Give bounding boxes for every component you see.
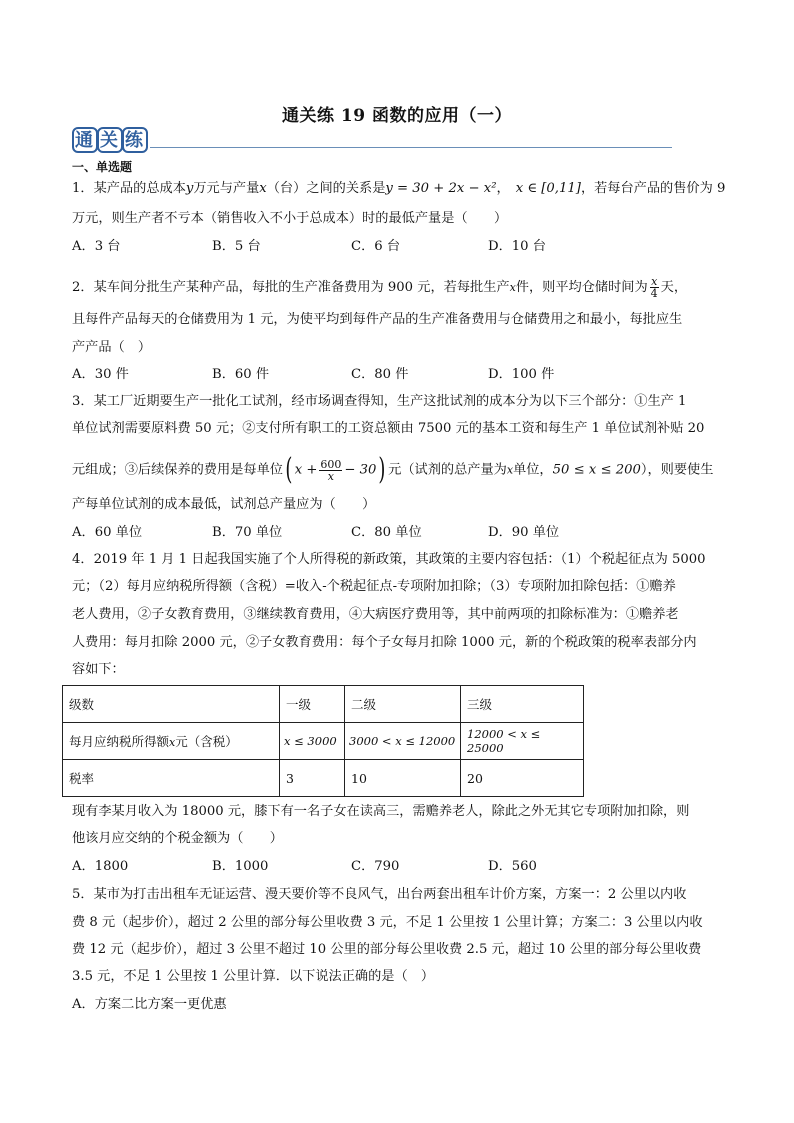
q4-line4: 人费用：每月扣除 2000 元，②子女教育费用：每个子女每月扣除 1000 元，新的个税政策的税率表部分内 xyxy=(72,635,697,650)
table-cell: 三级 xyxy=(461,686,584,723)
q4-option-b[interactable]: B．1000 xyxy=(212,859,269,874)
table-row xyxy=(63,723,584,760)
table-cell: 20 xyxy=(461,760,584,797)
page-title: 通关练 19 函数的应用（一） xyxy=(282,106,512,126)
table-cell: 每月应纳税所得额x元（含税） xyxy=(63,723,280,760)
logo-text: 通关练 xyxy=(75,130,150,151)
q1-option-a[interactable]: A．3 台 xyxy=(72,239,121,254)
table-cell: 3 xyxy=(280,760,345,797)
q3-line3: 元组成；③后续保养的费用是每单位( x + $\frac{600}{x}$ − 30) 元（试剂的总产量为x单位，50 ≤ x ≤ 200），则要使生 xyxy=(72,452,714,487)
table-cell: 10 xyxy=(345,760,461,797)
q5-line2: 费 8 元（起步价），超过 2 公里的部分每公里收费 3 元，不足 1 公里按 1 公里计算；方案二：3 公里以内收 xyxy=(72,915,703,930)
table-cell: 税率 xyxy=(63,760,280,797)
table-cell: 3000 < x ≤ 12000 xyxy=(345,723,461,760)
q2-fraction: $\frac{x}{4}$ xyxy=(650,275,658,300)
q2-option-c[interactable]: C．80 件 xyxy=(351,367,409,382)
table-row xyxy=(63,686,584,723)
q3-line4: 产每单位试剂的成本最低，试剂总产量应为（ ） xyxy=(72,497,376,512)
q5-line3: 费 12 元（起步价），超过 3 公里不超过 10 公里的部分每公里收费 2.5 元，超过 10 公里的部分每公里收费 xyxy=(72,942,702,957)
q1-line2: 万元，则生产者不亏本（销售收入不小于总成本）时的最低产量是（ ） xyxy=(72,211,508,226)
q4-line3: 老人费用，②子女教育费用，③继续教育费用，④大病医疗费用等，其中前两项的扣除标准为：①赡养老 xyxy=(72,607,679,622)
table-cell: 一级 xyxy=(280,686,345,723)
section-heading: 一、单选题 xyxy=(72,160,133,174)
q2-line3: 产产品（ ） xyxy=(72,340,152,355)
q4-after-line2: 他该月应交纳的个税金额为（ ） xyxy=(72,831,283,846)
q3-option-d[interactable]: D．90 单位 xyxy=(488,525,560,540)
q4-option-d[interactable]: D．560 xyxy=(488,859,537,874)
q4-option-c[interactable]: C．790 xyxy=(351,859,400,874)
q4-line1: 4．2019 年 1 月 1 日起我国实施了个人所得税的新政策，其政策的主要内容包括：（1）个税起征点为 5000 xyxy=(72,552,706,567)
q2-option-a[interactable]: A．30 件 xyxy=(72,367,129,382)
q3-option-a[interactable]: A．60 单位 xyxy=(72,525,143,540)
q3-option-b[interactable]: B．70 单位 xyxy=(212,525,283,540)
q3-option-c[interactable]: C．80 单位 xyxy=(351,525,422,540)
q2-line2: 且每件产品每天的仓储费用为 1 元，为使平均到每件产品的生产准备费用与仓储费用之和最小，每批应生 xyxy=(72,312,683,327)
q1-formula: y = 30 + 2x − x² xyxy=(385,181,497,196)
q2-option-d[interactable]: D．100 件 xyxy=(488,367,555,382)
q2-option-b[interactable]: B．60 件 xyxy=(212,367,270,382)
tax-rate-table xyxy=(62,685,584,797)
q4-option-a[interactable]: A．1800 xyxy=(72,859,129,874)
q2-line1: 2．某车间分批生产某种产品，每批的生产准备费用为 900 元，若每批生产x件，则平均仓储时间为 $\frac{x}{4}$ 天， xyxy=(72,275,688,300)
q1-option-d[interactable]: D．10 台 xyxy=(488,239,546,254)
q1-option-c[interactable]: C．6 台 xyxy=(351,239,401,254)
table-row xyxy=(63,760,584,797)
q1-option-b[interactable]: B．5 台 xyxy=(212,239,261,254)
header-rule xyxy=(150,147,672,148)
q5-line1: 5．某市为打击出租车无证运营、漫天要价等不良风气，出台两套出租车计价方案，方案一：2 公里以内收 xyxy=(72,887,687,902)
q4-line2: 元；（2）每月应纳税所得额（含税）=收入-个税起征点-专项附加扣除；（3）专项附加扣除包括：①赡养 xyxy=(72,579,676,594)
q3-fraction: $\frac{600}{x}$ xyxy=(320,457,342,483)
table-cell: 级数 xyxy=(63,686,280,723)
q1-domain: x ∈ [0,11] xyxy=(515,181,581,196)
table-cell: 二级 xyxy=(345,686,461,723)
q1-line1: 1．某产品的总成本y万元与产量x（台）之间的关系是y = 30 + 2x − x²， x ∈ [0,11]，若每台产品的售价为 9 xyxy=(72,181,726,196)
q3-line2: 单位试剂需要原料费 50 元；②支付所有职工的工资总额由 7500 元的基本工资和每生产 1 单位试剂补贴 20 xyxy=(72,421,705,436)
q5-option-a[interactable]: A．方案二比方案一更优惠 xyxy=(72,997,227,1012)
q4-after-line1: 现有李某月收入为 18000 元，膝下有一名子女在读高三，需赡养老人，除此之外无其它专项附加扣除，则 xyxy=(72,804,690,819)
q3-line1: 3．某工厂近期要生产一批化工试剂，经市场调查得知，生产这批试剂的成本分为以下三个部分：①生产 1 xyxy=(72,394,687,409)
q5-line4: 3.5 元，不足 1 公里按 1 公里计算．以下说法正确的是（ ） xyxy=(72,969,435,984)
table-cell: 12000 < x ≤ 25000 xyxy=(461,723,584,760)
q4-line5: 容如下： xyxy=(72,662,125,677)
table-cell: x ≤ 3000 xyxy=(280,723,345,760)
